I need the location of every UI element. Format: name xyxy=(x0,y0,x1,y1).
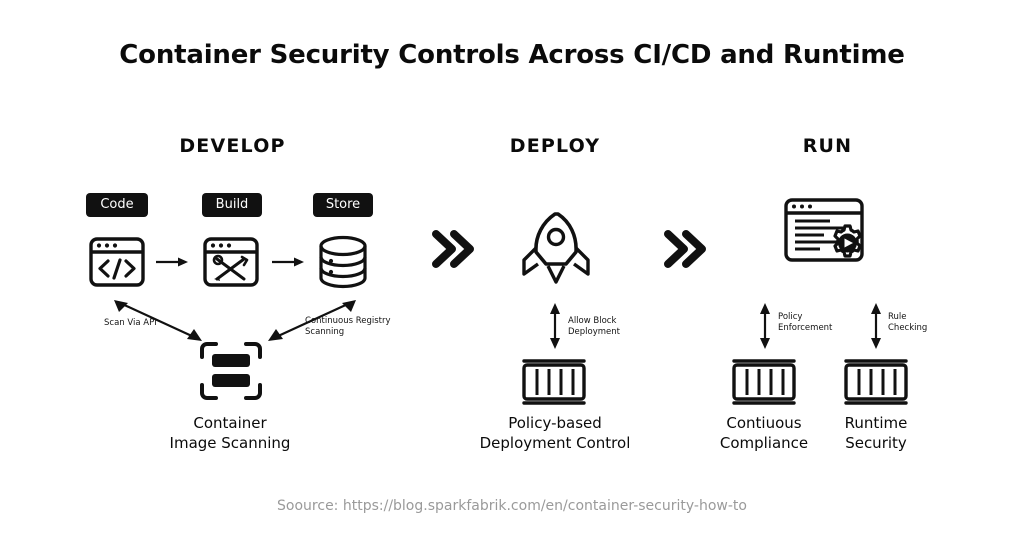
rocket-icon xyxy=(518,208,596,288)
caption-line-2: Security xyxy=(845,434,907,453)
arrow-allow-block-deployment xyxy=(543,300,567,352)
arrow-policy-enforcement xyxy=(753,300,777,352)
container-icon-runtime xyxy=(843,358,909,406)
caption-container-image-scanning xyxy=(130,413,330,454)
arrow-code-to-build xyxy=(152,250,192,274)
note-policy-enforcement: Policy Enforcement xyxy=(778,312,833,333)
arrow-build-to-store xyxy=(268,250,308,274)
chip-store[interactable]: Store xyxy=(313,193,373,217)
caption-line-1: Policy-based xyxy=(508,414,602,432)
container-icon-compliance xyxy=(731,358,797,406)
caption-line-1: Runtime xyxy=(844,414,908,432)
phase-label-deploy: DEPLOY xyxy=(509,135,601,157)
arrow-rule-checking xyxy=(864,300,888,352)
image-scanner-icon xyxy=(198,340,264,402)
phase-label-run: RUN xyxy=(802,135,853,157)
build-tools-window-icon xyxy=(202,235,260,291)
caption-line-2: Image Scanning xyxy=(169,434,291,453)
code-window-icon xyxy=(88,235,146,291)
runtime-window-gear-icon xyxy=(782,195,878,279)
caption-runtime-security xyxy=(796,413,956,454)
note-rule-checking: Rule Checking xyxy=(888,312,928,333)
source-link[interactable]: Soource: https://blog.sparkfabrik.com/en/container-security-how-to xyxy=(277,498,747,514)
chip-code[interactable]: Code xyxy=(86,193,148,217)
page-title: Container Security Controls Across CI/CD and Runtime xyxy=(119,40,905,70)
caption-line-1: Container xyxy=(193,414,267,432)
caption-line-2: Compliance xyxy=(719,434,809,453)
note-continuous-registry-scanning: Continuous Registry Scanning xyxy=(305,316,391,337)
double-chevron-right-icon-2 xyxy=(660,226,710,272)
phase-label-develop: DEVELOP xyxy=(179,135,286,157)
double-chevron-right-icon-1 xyxy=(428,226,478,272)
container-icon-deploy xyxy=(521,358,587,406)
caption-policy-based-deployment-control xyxy=(455,413,655,454)
caption-line-1: Contiuous xyxy=(726,414,802,432)
database-icon xyxy=(313,233,373,293)
chip-build[interactable]: Build xyxy=(202,193,262,217)
note-scan-via-api: Scan Via API xyxy=(104,318,157,328)
note-allow-block-deployment: Allow Block Deployment xyxy=(568,316,620,337)
caption-line-2: Deployment Control xyxy=(479,434,631,453)
